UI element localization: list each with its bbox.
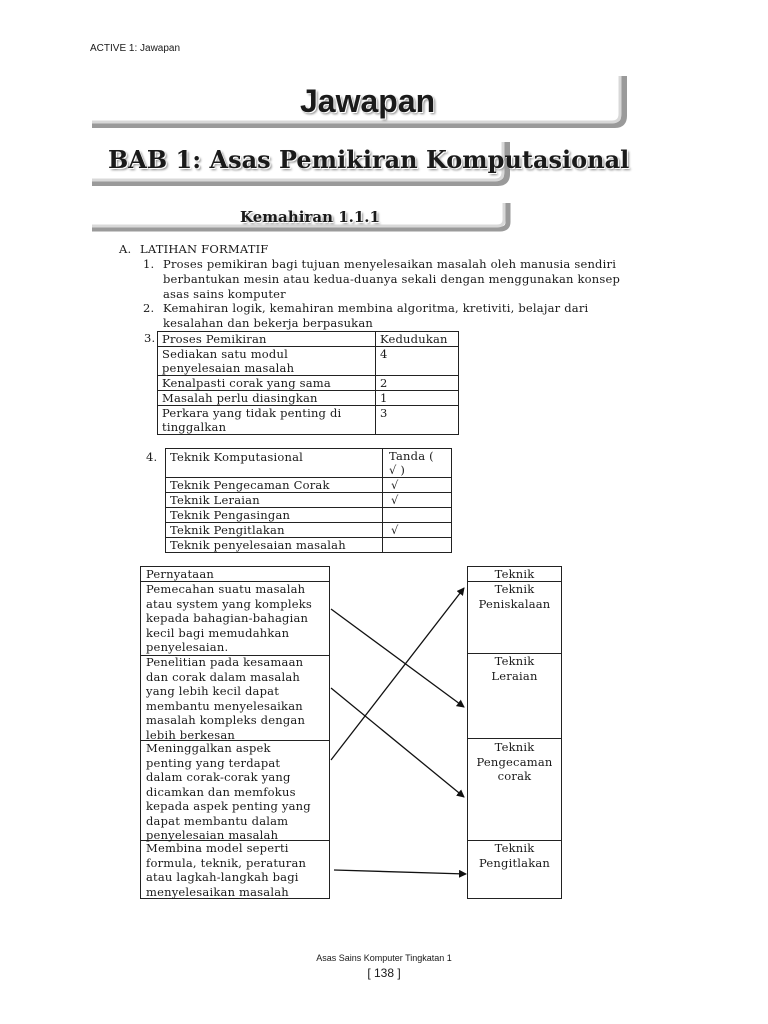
table4-row-4-technique: Teknik Pengitlakan xyxy=(166,523,383,538)
technique-2: Teknik Leraian xyxy=(491,654,538,683)
item-1-number: 1. xyxy=(143,257,155,271)
table3-row-1-process: Sediakan satu modul penyelesaian masalah xyxy=(158,347,376,376)
technique-header: Teknik xyxy=(494,567,535,581)
statement-header: Pernyataan xyxy=(146,567,215,581)
table3-row-3-position: 1 xyxy=(376,391,459,406)
arrow-statement1-to-leraian xyxy=(331,609,464,707)
table4-header-mark: Tanda ( √ ) xyxy=(383,449,452,478)
table4-row-1-technique: Teknik Pengecaman Corak xyxy=(166,478,383,493)
skill-title: Kemahiran 1.1.1 xyxy=(240,208,380,226)
item-1-line-1: Proses pemikiran bagi tujuan menyelesaikan masalah oleh manusia sendiri xyxy=(163,257,617,271)
table3-row-2-position: 2 xyxy=(376,376,459,391)
statement-3: Meninggalkan aspek penting yang terdapat dalam corak-corak yang dicamkan dan memfokus kepada aspek penting yang dapat membantu dalam penyelesaian masalah xyxy=(146,741,311,842)
item-1-line-2: berbantukan mesin atau kedua-duanya sekali dengan menggunakan konsep xyxy=(163,272,621,286)
item-1-line-3: asas sains komputer xyxy=(163,287,286,301)
arrow-statement4-to-pengitlakan xyxy=(334,870,466,874)
table4-row-4-mark: √ xyxy=(383,523,452,538)
table3-row-4-process: Perkara yang tidak penting di tinggalkan xyxy=(158,406,376,435)
table3-header-position: Kedudukan xyxy=(376,332,459,347)
table4-row-1-mark: √ xyxy=(383,478,452,493)
table4-header-technique: Teknik Komputasional xyxy=(166,449,383,478)
table3-number: 3. xyxy=(144,331,156,345)
item-2-line-2: kesalahan dan bekerja berpasukan xyxy=(163,316,374,330)
item-2-line-1: Kemahiran logik, kemahiran membina algoritma, kretiviti, belajar dari xyxy=(163,301,589,315)
table4-row-2-mark: √ xyxy=(383,493,452,508)
table4-row-2-technique: Teknik Leraian xyxy=(166,493,383,508)
arrow-statement3-to-peniskalaan xyxy=(331,588,464,760)
arrow-statement2-to-pengecaman xyxy=(331,688,464,797)
chapter-title: BAB 1: Asas Pemikiran Komputasional xyxy=(108,145,630,174)
table3-row-4-position: 3 xyxy=(376,406,459,435)
page-number: [ 138 ] xyxy=(367,966,401,980)
section-title: LATIHAN FORMATIF xyxy=(140,242,269,256)
table3-row-2-process: Kenalpasti corak yang sama xyxy=(158,376,376,391)
technique-4: Teknik Pengitlakan xyxy=(478,841,551,870)
statement-2: Penelitian pada kesamaan dan corak dalam masalah yang lebih kecil dapat membantu menyelesaikan masalah kompleks dengan lebih berkesan xyxy=(146,655,306,742)
technique-3: Teknik Pengecaman corak xyxy=(476,740,553,783)
table3-row-3-process: Masalah perlu diasingkan xyxy=(158,391,376,406)
table3-row-1-position: 4 xyxy=(376,347,459,376)
jawapan-title: Jawapan xyxy=(300,83,436,119)
statement-1: Pemecahan suatu masalah atau system yang kompleks kepada bahagian-bahagian kecil bagi memudahkan penyelesaian. xyxy=(146,582,312,654)
running-header: ACTIVE 1: Jawapan xyxy=(90,43,181,54)
section-label: A. xyxy=(119,242,132,256)
footer-subject: Asas Sains Komputer Tingkatan 1 xyxy=(316,953,452,963)
table4-number: 4. xyxy=(146,450,158,464)
table4-row-3-technique: Teknik Pengasingan xyxy=(166,508,383,523)
table4-row-5-technique: Teknik penyelesaian masalah xyxy=(166,538,383,553)
item-2-number: 2. xyxy=(143,301,155,315)
technique-1: Teknik Peniskalaan xyxy=(478,582,551,611)
statement-4: Membina model seperti formula, teknik, peraturan atau lagkah-langkah bagi menyelesaikan masalah xyxy=(146,841,307,899)
table3-header-process: Proses Pemikiran xyxy=(158,332,376,347)
